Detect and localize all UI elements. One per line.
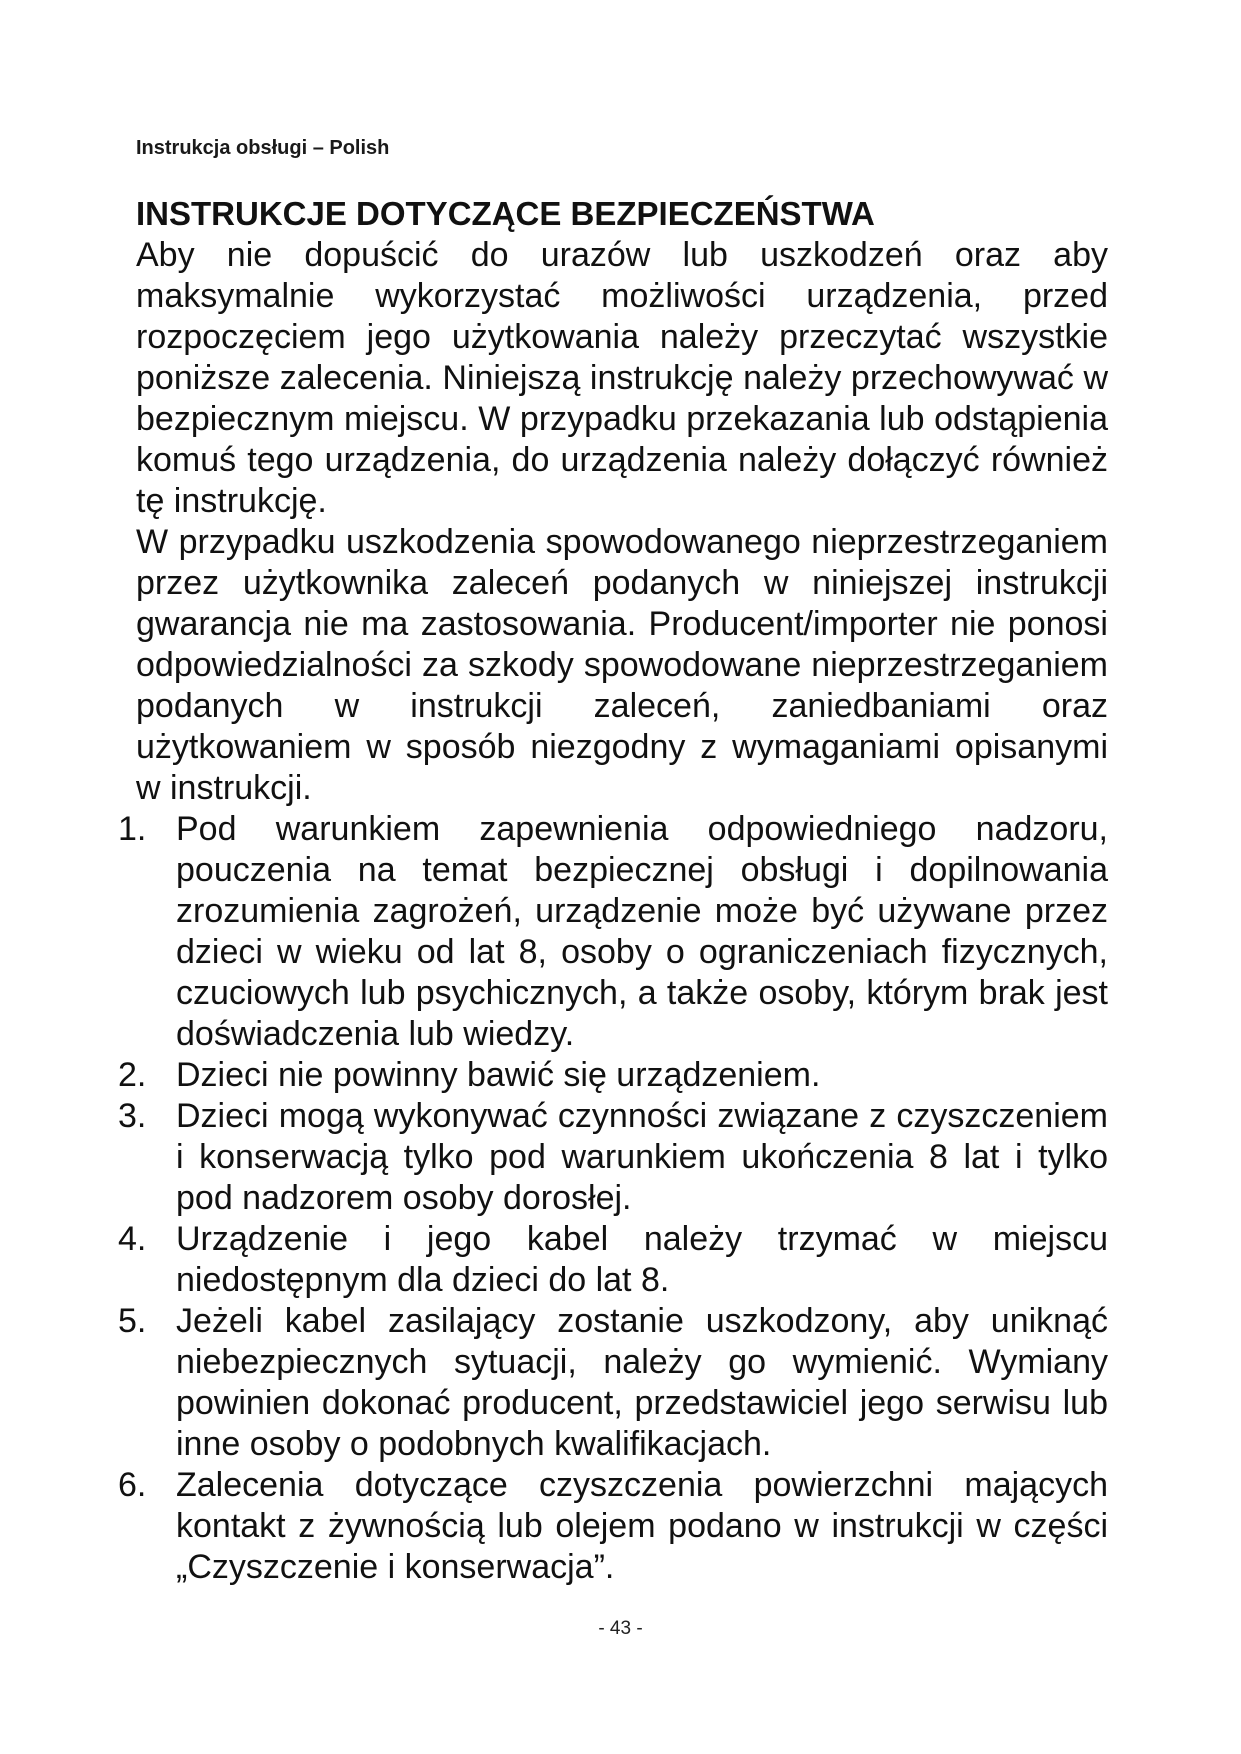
- section-title: INSTRUKCJE DOTYCZĄCE BEZPIECZEŃSTWA: [136, 195, 875, 232]
- list-item-text: Zalecenia dotyczące czyszczenia powierzchni mających kontakt z żywnością lub olejem podano w instrukcji w części „Czyszczenie i konserwacja”.: [176, 1466, 1108, 1586]
- safety-list: [118, 809, 1108, 1588]
- list-item-text: Urządzenie i jego kabel należy trzymać w miejscu niedostępnym dla dzieci do lat 8.: [176, 1220, 1108, 1299]
- list-item-text: Jeżeli kabel zasilający zostanie uszkodzony, aby uniknąć niebezpiecznych sytuacji, należy go wymienić. Wymiany powinien dokonać producent, przedstawiciel jego serwisu lub inne osoby o podobnych kwalifikacjach.: [176, 1302, 1108, 1463]
- page-number: - 43 -: [598, 1618, 643, 1639]
- list-item-number: 2.: [118, 1056, 147, 1094]
- list-item: [118, 1301, 1108, 1465]
- list-item: [118, 1096, 1108, 1219]
- list-item-text: Pod warunkiem zapewnienia odpowiedniego nadzoru, pouczenia na temat bezpiecznej obsługi i dopilnowania zrozumienia zagrożeń, urządzenie może być używane przez dzieci w wieku od lat 8, osoby o ograniczeniach fizycznych, czuciowych lub psychicznych, a także osoby, którym brak jest doświadczenia lub wiedzy.: [176, 810, 1108, 1053]
- list-item-number: 3.: [118, 1097, 147, 1135]
- list-item-text: Dzieci nie powinny bawić się urządzeniem.: [176, 1056, 821, 1094]
- list-item: [118, 1055, 1108, 1096]
- safety-section: [118, 193, 1108, 1588]
- list-item: [118, 809, 1108, 1055]
- list-item: [118, 1219, 1108, 1301]
- list-item-text: Dzieci mogą wykonywać czynności związane z czyszczeniem i konserwacją tylko pod warunkiem ukończenia 8 lat i tylko pod nadzorem osoby dorosłej.: [176, 1097, 1108, 1217]
- list-item-number: 4.: [118, 1220, 147, 1258]
- warranty-paragraph: W przypadku uszkodzenia spowodowanego nieprzestrzeganiem przez użytkownika zaleceń podanych w niniejszej instrukcji gwarancja nie ma zastosowania. Producent/importer nie ponosi odpowiedzialności za szkody spowodowane nieprzestrzeganiem podanych w instrukcji zaleceń, zaniedbaniami oraz użytkowaniem w sposób niezgodny z wymaganiami opisanymi w instrukcji.: [136, 523, 1108, 807]
- list-item-number: 1.: [118, 810, 147, 848]
- list-item: [118, 1465, 1108, 1588]
- list-item-number: 5.: [118, 1302, 147, 1340]
- intro-paragraph: Aby nie dopuścić do urazów lub uszkodzeń oraz aby maksymalnie wykorzystać możliwości urządzenia, przed rozpoczęciem jego użytkowania należy przeczytać wszystkie poniższe zalecenia. Niniejszą instrukcję należy przechowywać w bezpiecznym miejscu. W przypadku przekazania lub odstąpienia komuś tego urządzenia, do urządzenia należy dołączyć również tę instrukcję.: [136, 236, 1108, 520]
- running-header: Instrukcja obsługi – Polish: [136, 137, 390, 159]
- list-item-number: 6.: [118, 1466, 147, 1504]
